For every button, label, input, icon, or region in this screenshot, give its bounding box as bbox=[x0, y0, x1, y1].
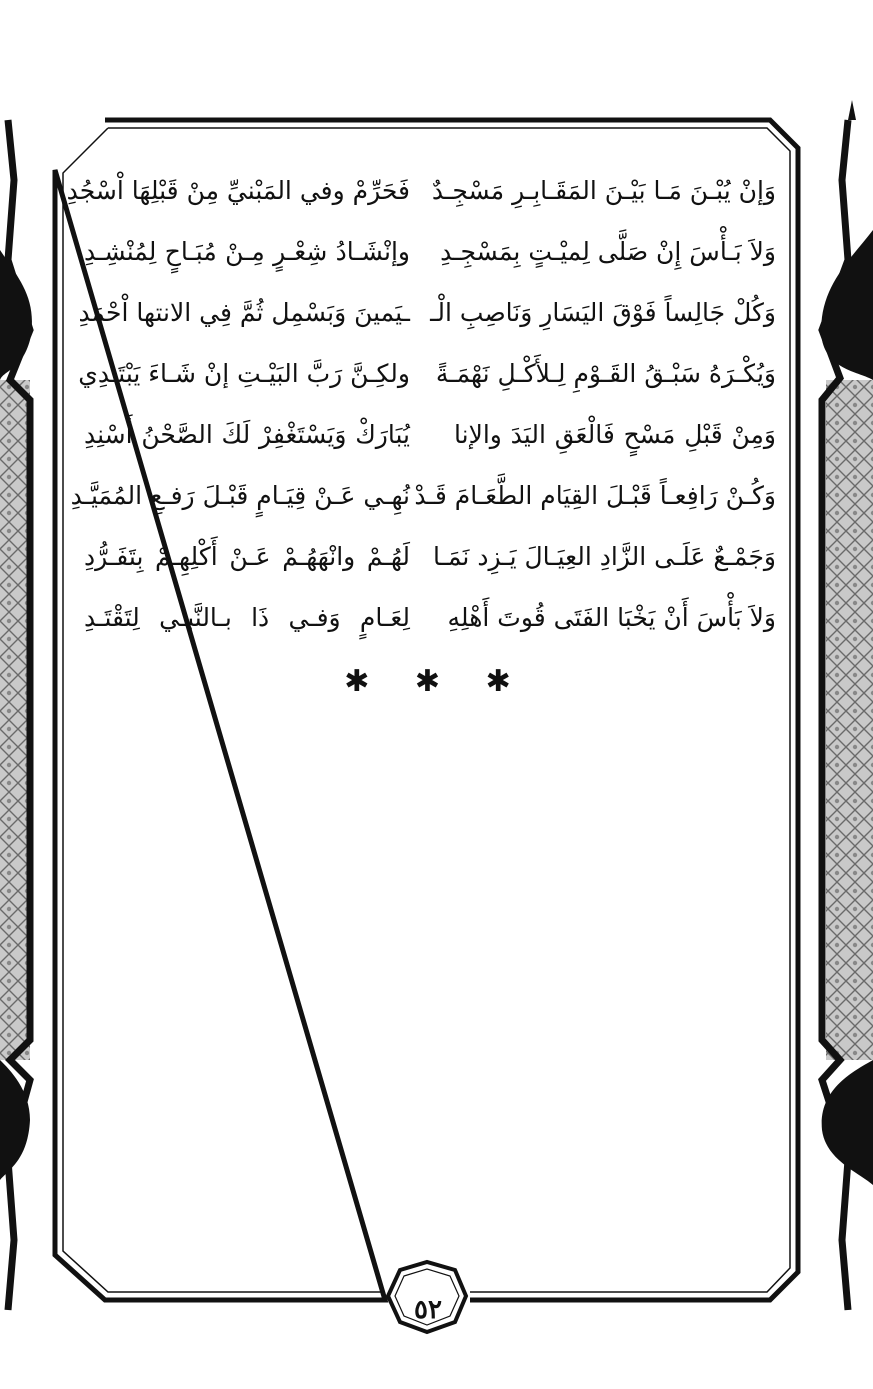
verse-line bbox=[80, 282, 780, 343]
section-separator-stars: ✱ ✱ ✱ bbox=[344, 664, 529, 699]
left-ornament-column bbox=[0, 120, 32, 1310]
verse-line bbox=[66, 160, 780, 221]
verse-line bbox=[80, 343, 780, 404]
verse-second-hemistich: نُهِـي عَـنْ قِيَـامٍ قَبْـلَ رَفـعِ المُمَيَّـدِ bbox=[70, 480, 410, 510]
verse-line bbox=[70, 465, 780, 526]
verse-second-hemistich: يُبَارَكْ وَيَسْتَغْفِرْ لَكَ الصَّحْنُ أَسْنِدِ bbox=[84, 419, 410, 449]
verse-first-hemistich: وَإنْ يُبْـنَ مَـا بَيْـنَ المَقَـابِـرِ مَسْجِـدٌ bbox=[431, 175, 776, 205]
verse-second-hemistich: ـيَمينَ وَبَسْمِل ثُمَّ فِي الانتها اْحْمَدِ bbox=[78, 297, 410, 327]
verse-second-hemistich: لِعَـامٍ وَفـي ذَا بـالنَّبـي لِتَقْتَـدِ bbox=[84, 602, 410, 632]
poem-body bbox=[66, 160, 780, 648]
verse-second-hemistich: لَهُـمْ وانْهَهُـمْ عَـنْ أَكْلِهِـمْ بِتَفَـرُّدِ bbox=[84, 541, 410, 571]
verse-line bbox=[80, 221, 780, 282]
page-number: ٥٢ bbox=[414, 1295, 442, 1325]
verse-first-hemistich: وَكُـنْ رَافِعـاً قَبْـلَ القِيَام الطَّعَـامَ قَـدْ bbox=[414, 480, 776, 510]
verse-second-hemistich: فَحَرِّمْ وفي المَبْنيِّ مِنْ قَبْلِهَا اْسْجُدِ bbox=[66, 175, 410, 205]
verse-first-hemistich: وَيُكْـرَهُ سَبْـقُ القَـوْمِ لِـلأَكْـلِ نَهْمَـةً bbox=[435, 358, 776, 388]
verse-line bbox=[80, 587, 780, 648]
verse-line bbox=[80, 526, 780, 587]
verse-second-hemistich: ولكِـنَّ رَبَّ البَيْـتِ إنْ شَـاءَ يَبْتَـدِي bbox=[78, 358, 410, 388]
verse-line bbox=[80, 404, 780, 465]
verse-second-hemistich: وإنْشَـادُ شِعْـرٍ مِـنْ مُبَـاحٍ لِمُنْشِـدِ bbox=[84, 236, 410, 266]
verse-first-hemistich: وَلاَ بَأْسَ أَنْ يَخْبَا الفَتَى قُوتَ أَهْلِهِ bbox=[447, 602, 776, 632]
verse-first-hemistich: وَكُلْ جَالِساً فَوْقَ اليَسَارِ وَنَاصِبِ الْـ bbox=[430, 297, 776, 327]
verse-first-hemistich: وَمِنْ قَبْلِ مَسْحٍ فَالْعَقِ اليَدَ والإنا bbox=[454, 419, 776, 449]
verse-first-hemistich: وَلاَ بَـأْسَ إِنْ صَلَّى لِميْـتٍ بِمَسْجِـدِ bbox=[440, 236, 776, 266]
verse-first-hemistich: وَجَمْـعٌ عَلَـى الزَّادِ العِيَـالَ يَـزِد نَمَـا bbox=[433, 541, 776, 571]
right-ornament-column bbox=[821, 100, 873, 1310]
